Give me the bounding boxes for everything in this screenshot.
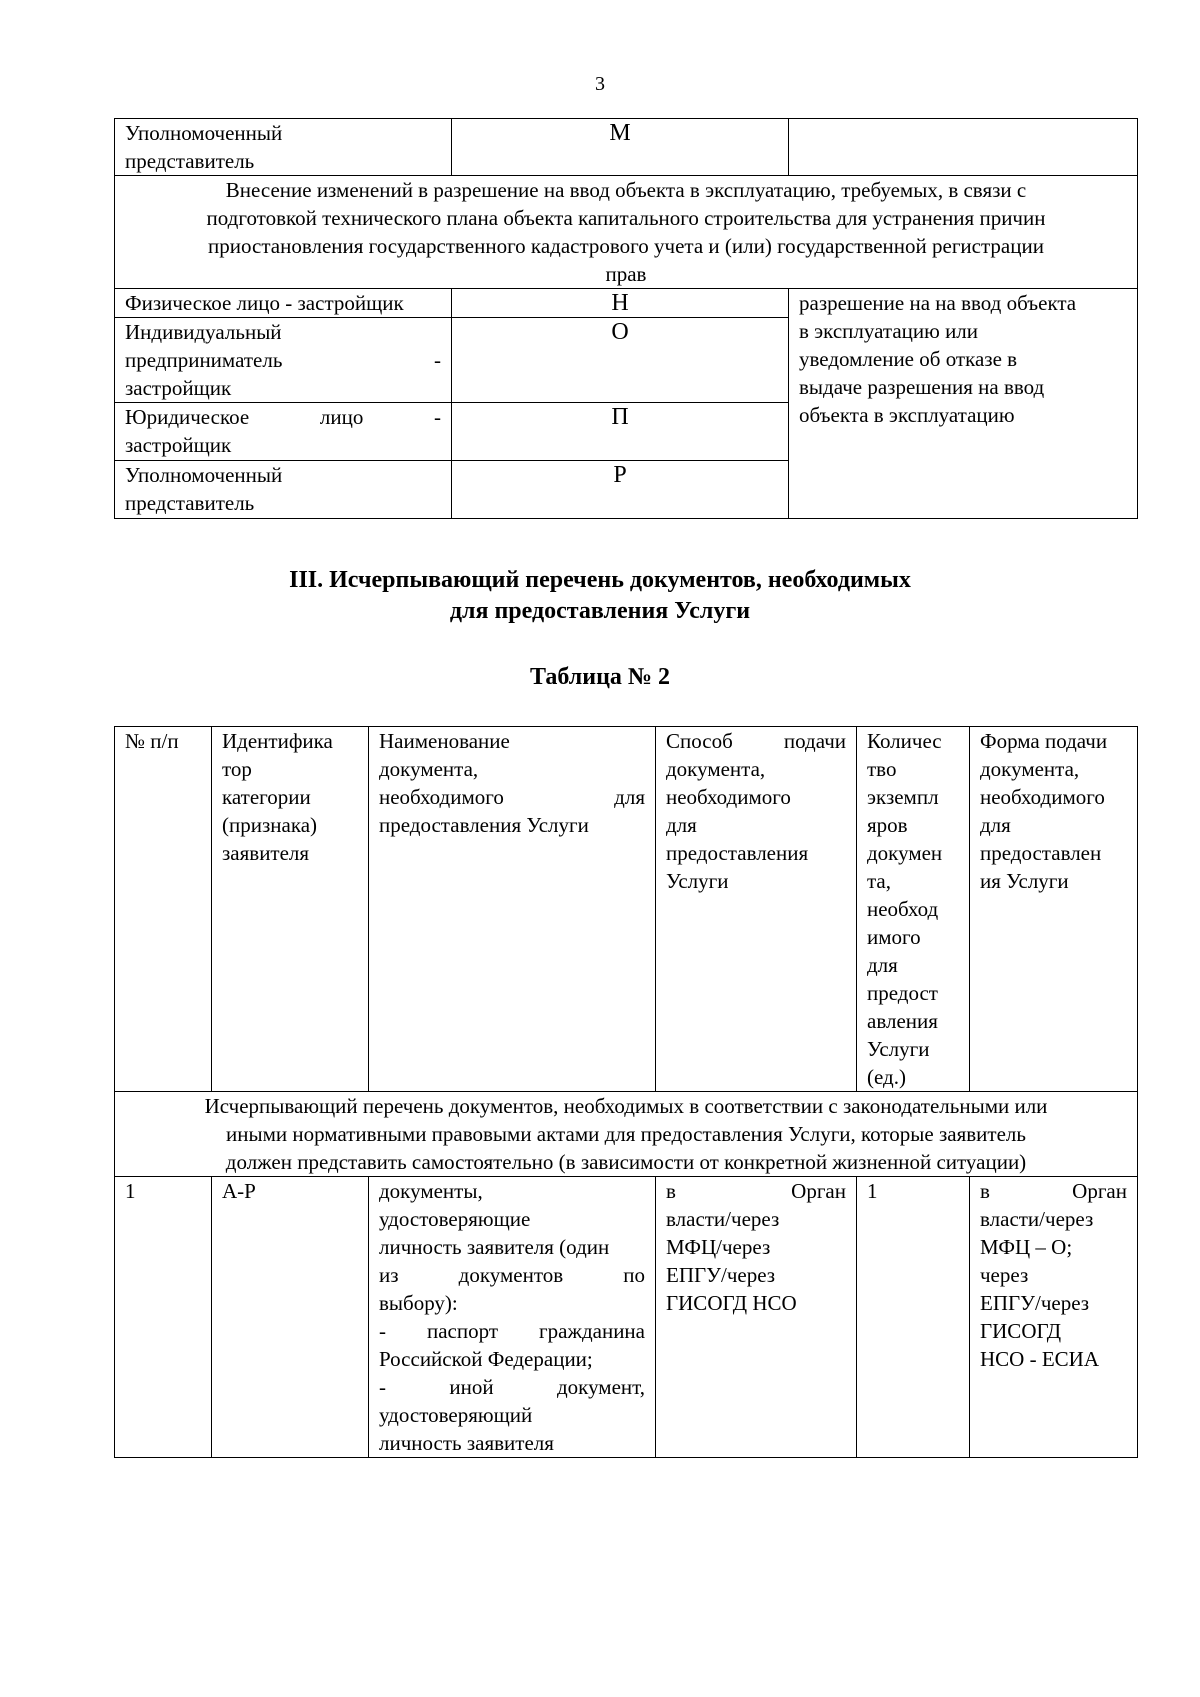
result-cell <box>789 119 1138 176</box>
result-line: объекта в эксплуатацию <box>799 403 1015 427</box>
code-cell: М <box>452 119 789 176</box>
method-line: ЕПГУ/через <box>666 1263 776 1287</box>
applicant-line: представитель <box>125 491 255 515</box>
header-line: предоставления Услуги <box>379 813 589 837</box>
applicant-cell <box>115 119 452 176</box>
result-line: разрешение на на ввод объекта <box>799 291 1077 315</box>
section-line: должен представить самостоятельно (в зависимости от конкретной жизненной ситуации) <box>225 1150 1027 1174</box>
header-line: докумен <box>867 841 943 865</box>
doc-line: личность заявителя <box>379 1431 554 1455</box>
header-line: Форма подачи <box>980 729 1108 753</box>
section-line: приостановления государственного кадастрового учета и (или) государственной регистрации <box>208 234 1044 258</box>
section-caption <box>115 1092 1138 1177</box>
header-line: та, <box>867 869 892 893</box>
applicant-cell: Физическое лицо - застройщик <box>115 289 452 318</box>
header-row <box>115 727 1138 1092</box>
code-cell: О <box>452 318 789 403</box>
result-line: в эксплуатацию или <box>799 319 979 343</box>
code-cell: Р <box>452 461 789 519</box>
table-row <box>115 119 1138 176</box>
header-line: необходимого для <box>379 785 645 809</box>
section-line: Внесение изменений в разрешение на ввод объекта в эксплуатацию, требуемых, в связи с <box>225 178 1027 202</box>
form-line: НСО - ЕСИА <box>980 1347 1099 1371</box>
row-identifier: А-Р <box>212 1177 369 1458</box>
applicant-cell <box>115 461 452 519</box>
header-line: документа, <box>379 757 479 781</box>
dash: - <box>434 405 441 429</box>
table-row <box>115 1177 1138 1458</box>
header-submission-method <box>656 727 857 1092</box>
header-line: заявителя <box>222 841 310 865</box>
applicant-cell <box>115 318 452 403</box>
code-cell: П <box>452 403 789 461</box>
form-line: в Орган <box>980 1179 1127 1203</box>
header-num: № п/п <box>115 727 212 1092</box>
result-cell <box>789 289 1138 519</box>
header-line: Услуги <box>666 869 729 893</box>
applicant-line: Уполномоченный <box>125 463 283 487</box>
header-line: Услуги <box>867 1037 930 1061</box>
applicant-categories-table <box>114 118 1138 519</box>
header-line: предоставления <box>666 841 809 865</box>
header-line: экземпл <box>867 785 939 809</box>
section-row <box>115 1092 1138 1177</box>
applicant-word: Юридическое <box>125 405 250 429</box>
header-line: категории <box>222 785 311 809</box>
form-line: МФЦ – О; <box>980 1235 1073 1259</box>
row-num: 1 <box>115 1177 212 1458</box>
dash: - <box>434 348 441 372</box>
table-row <box>115 289 1138 318</box>
header-doc-name <box>369 727 656 1092</box>
section-row <box>115 176 1138 289</box>
section-line: прав <box>605 262 647 286</box>
header-line: яров <box>867 813 908 837</box>
header-line: ия Услуги <box>980 869 1069 893</box>
doc-line: документы, <box>379 1179 483 1203</box>
header-line: необходимого <box>980 785 1105 809</box>
section-line: Исчерпывающий перечень документов, необходимых в соответствии с законодательными или <box>204 1094 1048 1118</box>
method-line: ГИСОГД НСО <box>666 1291 797 1315</box>
header-line: (ед.) <box>867 1065 906 1089</box>
header-line: документа, <box>980 757 1080 781</box>
form-line: через <box>980 1263 1029 1287</box>
code-cell: Н <box>452 289 789 318</box>
header-line: предост <box>867 981 938 1005</box>
section-heading <box>0 565 1200 627</box>
applicant-line: представитель <box>125 149 255 173</box>
header-line: Идентифика <box>222 729 333 753</box>
method-line: МФЦ/через <box>666 1235 771 1259</box>
header-line: Наименование <box>379 729 510 753</box>
doc-line: удостоверяющие <box>379 1207 531 1231</box>
row-submission-form <box>970 1177 1138 1458</box>
applicant-word: лицо <box>319 405 364 429</box>
section-heading-line: для предоставления Услуги <box>449 598 751 624</box>
applicant-line: предприниматель <box>125 348 283 372</box>
result-line: уведомление об отказе в <box>799 347 1018 371</box>
doc-line: личность заявителя (один <box>379 1235 610 1259</box>
header-line: предоставлен <box>980 841 1102 865</box>
header-copies <box>857 727 970 1092</box>
header-line: для <box>666 813 697 837</box>
row-copies: 1 <box>857 1177 970 1458</box>
header-line: необходимого <box>666 785 791 809</box>
header-identifier <box>212 727 369 1092</box>
header-line: необход <box>867 897 939 921</box>
header-line: тор <box>222 757 252 781</box>
doc-line: - иной документ, <box>379 1375 645 1399</box>
doc-line: выбору): <box>379 1291 458 1315</box>
header-line: тво <box>867 757 897 781</box>
header-line: для <box>867 953 898 977</box>
header-line: Количес <box>867 729 942 753</box>
applicant-line: застройщик <box>125 376 232 400</box>
doc-line: из документов по <box>379 1263 645 1287</box>
doc-line: - паспорт гражданина <box>379 1319 645 1343</box>
applicant-line: застройщик <box>125 433 232 457</box>
header-line: для <box>980 813 1011 837</box>
row-doc-name <box>369 1177 656 1458</box>
row-submission-method <box>656 1177 857 1458</box>
doc-line: Российской Федерации; <box>379 1347 593 1371</box>
documents-table <box>114 726 1138 1458</box>
section-heading-line: III. Исчерпывающий перечень документов, необходимых <box>289 567 911 593</box>
section-caption <box>115 176 1138 289</box>
page-number: 3 <box>595 73 605 95</box>
table-title: Таблица № 2 <box>529 664 671 690</box>
method-line: власти/через <box>666 1207 780 1231</box>
result-line: выдаче разрешения на ввод <box>799 375 1045 399</box>
method-line: в Орган <box>666 1179 846 1203</box>
doc-line: удостоверяющий <box>379 1403 533 1427</box>
form-line: ГИСОГД <box>980 1319 1062 1343</box>
applicant-line: Уполномоченный <box>125 121 283 145</box>
header-submission-form <box>970 727 1138 1092</box>
header-line: документа, <box>666 757 766 781</box>
applicant-line: Индивидуальный <box>125 320 282 344</box>
header-line: Способ подачи <box>666 729 846 753</box>
form-line: власти/через <box>980 1207 1094 1231</box>
form-line: ЕПГУ/через <box>980 1291 1090 1315</box>
header-line: имого <box>867 925 921 949</box>
section-line: подготовкой технического плана объекта капитального строительства для устранения причин <box>206 206 1046 230</box>
header-line: авления <box>867 1009 938 1033</box>
section-line: иными нормативными правовыми актами для предоставления Услуги, которые заявитель <box>226 1122 1026 1146</box>
applicant-cell <box>115 403 452 461</box>
header-line: (признака) <box>222 813 318 837</box>
